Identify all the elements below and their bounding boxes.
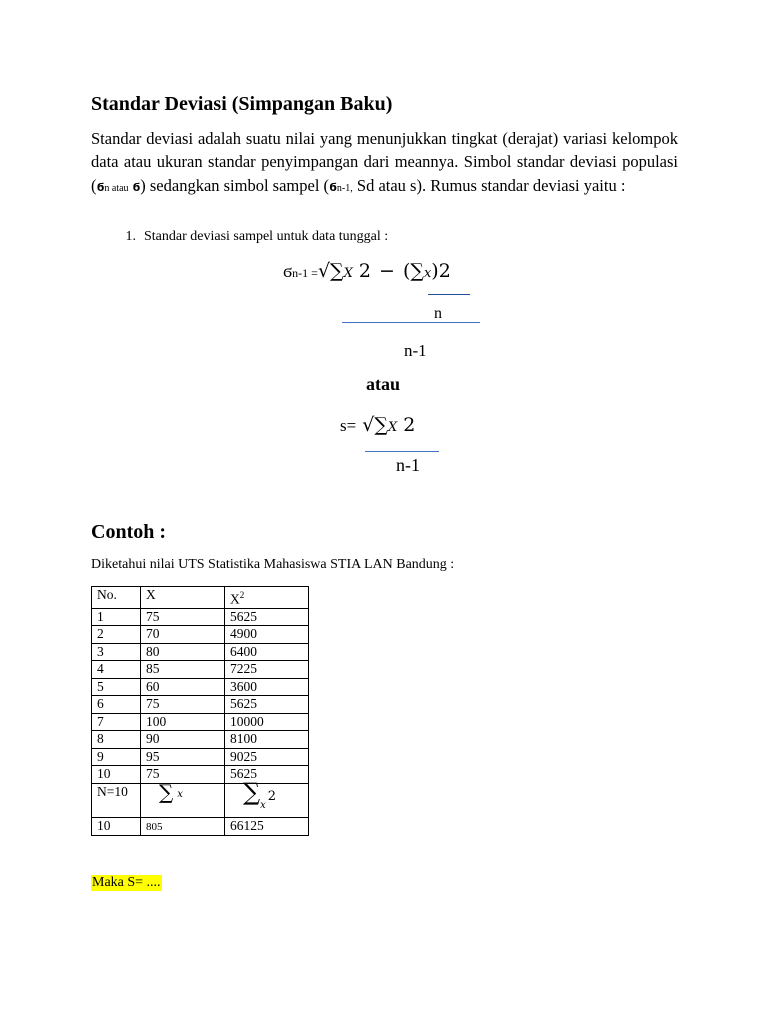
formula-denominator: n-1 <box>396 455 420 475</box>
total-x-value: 805 <box>146 820 163 833</box>
formula-variable: x <box>423 266 432 281</box>
cell-x: 100 <box>141 713 225 731</box>
list-text: Standar deviasi sampel untuk data tunggal : <box>144 229 389 244</box>
sqrt-symbol: √ <box>356 414 375 436</box>
minus-sign: − <box>379 260 395 282</box>
cell-x: 60 <box>141 678 225 696</box>
table-total-row <box>92 817 309 835</box>
header-no: No. <box>92 587 141 609</box>
cell-no: 7 <box>92 713 141 731</box>
cell-sum-x2 <box>225 777 309 817</box>
separator-text: atau <box>366 374 401 394</box>
paragraph-text-3: Sd atau s). Rumus standar deviasi yaitu : <box>352 175 626 195</box>
table-row <box>92 678 309 696</box>
cell-no: 4 <box>92 661 141 679</box>
cell-x-squared: 8100 <box>225 731 309 749</box>
sigma-symbol: ϭ <box>128 180 141 194</box>
sigma-symbol: ϭ <box>283 261 293 282</box>
sigma-symbol: ϭ <box>329 180 337 194</box>
sum-symbol: ∑ <box>374 414 388 436</box>
sqrt-symbol: √ <box>317 260 331 282</box>
data-table <box>91 586 309 836</box>
cell-x-squared: 9025 <box>225 748 309 766</box>
cell-no: 6 <box>92 696 141 714</box>
sum-symbol: ∑ <box>159 779 174 804</box>
cell-no: 1 <box>92 608 141 626</box>
paragraph-text-1: Standar deviasi adalah suatu nilai yang menunjukkan tingkat (derajat) variasi kelompok data atau ukuran standar penyimpangan dari meannya. Simbol standar deviasi populasi ( <box>91 129 678 195</box>
subscript-n-1: n-1, <box>336 182 353 194</box>
cell-sum-x <box>141 779 225 817</box>
cell-x-squared: 5625 <box>225 696 309 714</box>
cell-x-squared: 3600 <box>225 678 309 696</box>
header-x2-sup: 2 <box>239 590 245 600</box>
list-number: 1. <box>125 229 136 244</box>
list-item <box>91 229 388 245</box>
example-intro: Diketahui nilai UTS Statistika Mahasiswa STIA LAN Bandung : <box>91 557 455 572</box>
cell-x-squared: 6400 <box>225 643 309 661</box>
fraction-line <box>365 451 439 452</box>
formula-exponent: 2 <box>397 414 416 436</box>
cell-no: 3 <box>92 643 141 661</box>
cell-no: 5 <box>92 678 141 696</box>
table-row <box>92 661 309 679</box>
definition-paragraph <box>91 127 678 200</box>
header-x-squared <box>225 587 309 609</box>
cell-x-squared: 5625 <box>225 608 309 626</box>
cell-no: 2 <box>92 626 141 644</box>
conclusion-text: Maka S= .... <box>92 875 161 890</box>
document-title: Standar Deviasi (Simpangan Baku) <box>91 93 393 115</box>
header-x2-base: X <box>230 591 240 607</box>
header-x: X <box>141 587 225 609</box>
sum-symbol: ∑ <box>330 260 344 282</box>
example-heading: Contoh : <box>91 521 167 543</box>
cell-x-squared: 10000 <box>225 713 309 731</box>
cell-x-squared: 4900 <box>225 626 309 644</box>
cell-total-n: 10 <box>92 817 141 835</box>
table-row <box>92 608 309 626</box>
table-header-row <box>92 587 309 609</box>
cell-x: 90 <box>141 731 225 749</box>
sum-exponent: 2 <box>267 788 277 804</box>
formula-sample-sd <box>283 260 451 282</box>
table-row <box>92 748 309 766</box>
formula-lhs: s= <box>340 416 357 435</box>
sum-close: )2 <box>431 260 451 282</box>
sum-variable: x <box>177 788 183 800</box>
formula-outer-denominator: n-1 <box>404 341 427 360</box>
sum-variable: x <box>260 799 266 811</box>
formula-denominator: n <box>434 305 442 322</box>
cell-x: 75 <box>141 608 225 626</box>
subscript-n-atau: n atau <box>104 182 129 194</box>
formula-subscript: n-1 = <box>292 266 318 280</box>
cell-x: 75 <box>141 696 225 714</box>
cell-x: 95 <box>141 748 225 766</box>
cell-x: 85 <box>141 661 225 679</box>
cell-x: 70 <box>141 626 225 644</box>
fraction-line <box>342 322 480 323</box>
cell-n-label: N=10 <box>92 783 141 817</box>
cell-total-x2: 66125 <box>225 817 309 835</box>
cell-x: 75 <box>141 766 225 784</box>
formula-s <box>340 414 415 436</box>
formula-variable: X <box>343 266 353 281</box>
underline-mark <box>428 294 470 295</box>
table-row <box>92 626 309 644</box>
formula-variable: X <box>387 420 398 435</box>
cell-no: 8 <box>92 731 141 749</box>
table-row <box>92 713 309 731</box>
formula-exponent: 2 <box>352 260 372 282</box>
cell-x-squared: 7225 <box>225 661 309 679</box>
sigma-symbol: ϭ <box>96 180 105 194</box>
table-row <box>92 766 309 784</box>
table-row <box>92 731 309 749</box>
table-row <box>92 696 309 714</box>
cell-x-squared: 5625 <box>225 766 309 784</box>
sum-open: (∑ <box>402 260 424 282</box>
cell-x: 80 <box>141 643 225 661</box>
cell-no: 10 <box>92 766 141 784</box>
cell-total-x <box>141 817 225 835</box>
table-row <box>92 643 309 661</box>
table-sum-row <box>92 783 309 817</box>
paragraph-text-2: ) sedangkan simbol sampel ( <box>140 175 330 195</box>
sum-symbol: ∑ <box>243 777 261 806</box>
cell-no: 9 <box>92 748 141 766</box>
